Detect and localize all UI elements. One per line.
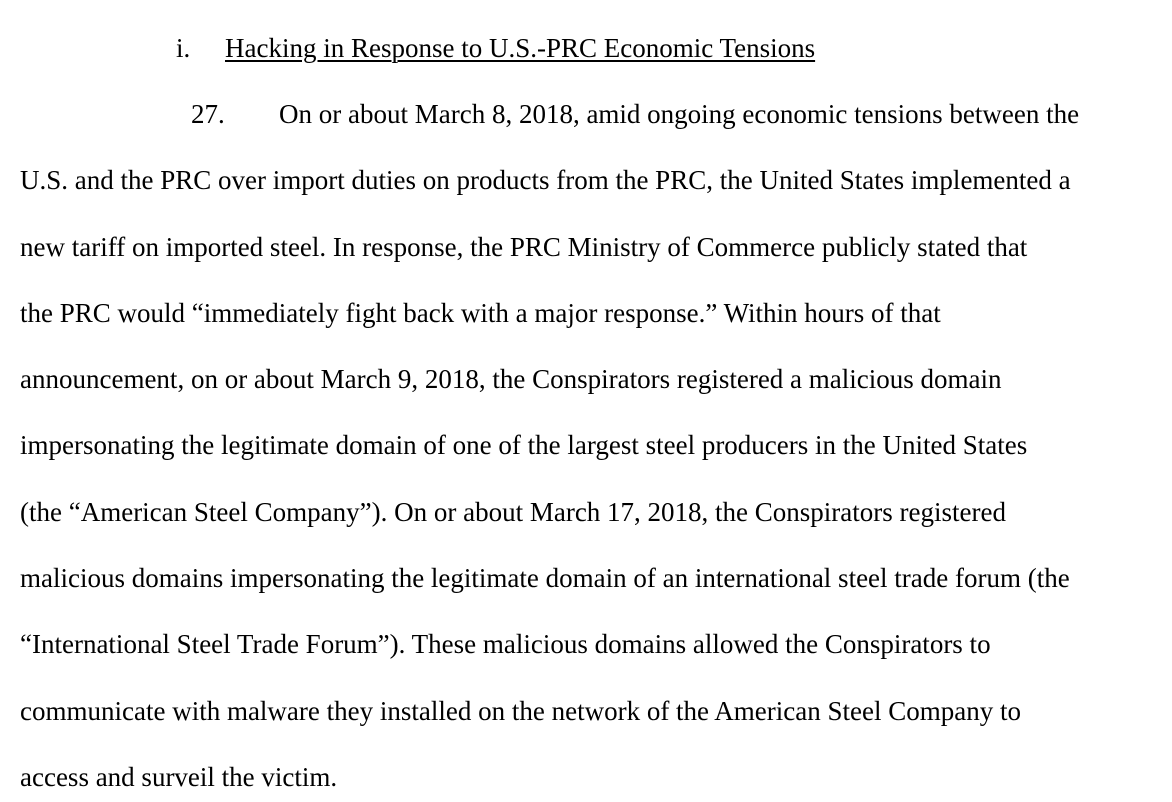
paragraph-line-text: access and surveil the victim. (20, 762, 338, 792)
paragraph-line (20, 295, 941, 331)
paragraph-line (20, 162, 1071, 198)
paragraph-line (20, 494, 1006, 530)
paragraph-line (20, 229, 1027, 265)
paragraph-line (20, 560, 1070, 596)
section-heading (176, 30, 815, 66)
paragraph-line (20, 96, 1079, 132)
paragraph-line-text: the PRC would “immediately fight back with a major response.” Within hours of that (20, 298, 941, 328)
paragraph-number: 27. (191, 99, 225, 129)
section-title: Hacking in Response to U.S.-PRC Economic Tensions (225, 33, 816, 63)
paragraph-line (20, 759, 337, 795)
paragraph-line-text: On or about March 8, 2018, amid ongoing economic tensions between the (279, 99, 1080, 129)
paragraph-line-text: new tariff on imported steel. In response, the PRC Ministry of Commerce publicly stated that (20, 232, 1028, 262)
paragraph-line-text: communicate with malware they installed on the network of the American Steel Company to (20, 696, 1021, 726)
paragraph-line (20, 693, 1021, 729)
paragraph-line-text: malicious domains impersonating the legitimate domain of an international steel trade forum (the (20, 563, 1070, 593)
paragraph-line (20, 427, 1027, 463)
paragraph-line-text: U.S. and the PRC over import duties on products from the PRC, the United States implemented a (20, 165, 1071, 195)
paragraph-line-text: (the “American Steel Company”). On or about March 17, 2018, the Conspirators registered (20, 497, 1006, 527)
section-enumerator: i. (176, 33, 191, 63)
paragraph-line-text: announcement, on or about March 9, 2018, the Conspirators registered a malicious domain (20, 364, 1002, 394)
paragraph-line (20, 626, 991, 662)
paragraph-line-text: impersonating the legitimate domain of one of the largest steel producers in the United States (20, 430, 1028, 460)
paragraph-line-text: “International Steel Trade Forum”). These malicious domains allowed the Conspirators to (20, 629, 991, 659)
paragraph-line (20, 361, 1002, 397)
